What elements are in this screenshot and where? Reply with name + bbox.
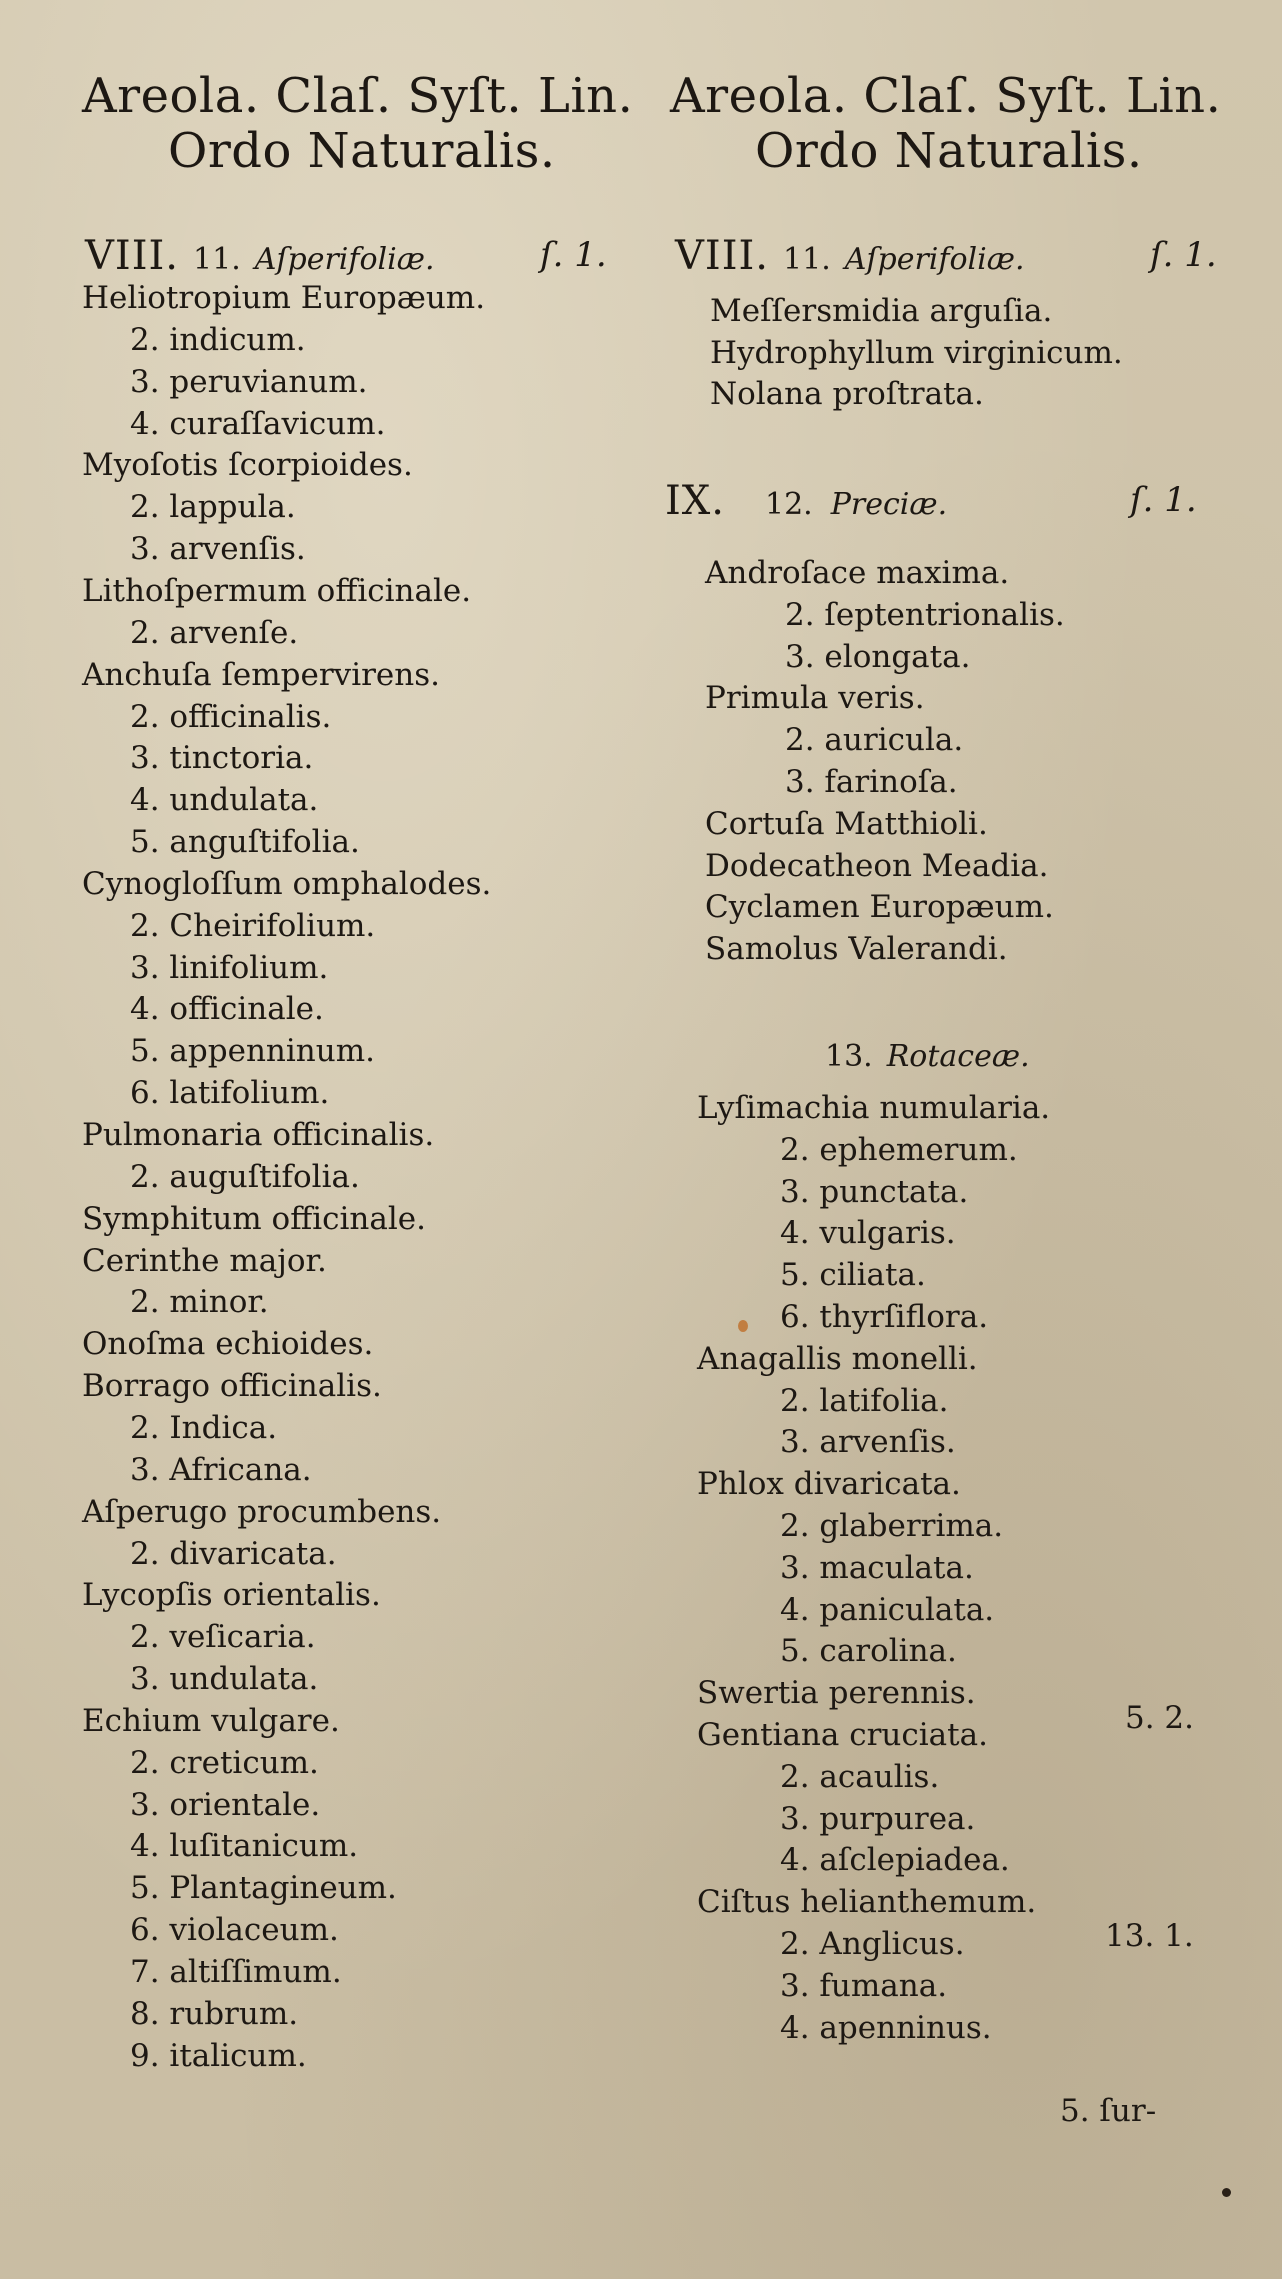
genus-line: Cyclamen Europæum.: [705, 889, 1054, 926]
species-line: 2. arvenſe.: [130, 614, 299, 651]
species-line: 3. purpurea.: [780, 1800, 976, 1837]
section-order: Aſperifoliæ.: [844, 242, 1025, 277]
species-line: 5. Plantagineum.: [130, 1870, 397, 1907]
genus-line: Onoſma echioides.: [82, 1326, 374, 1363]
species-line: 3. tinctoria.: [130, 740, 314, 777]
species-line: 5. anguſtifolia.: [130, 824, 360, 861]
right-section1-heading: [675, 233, 1217, 279]
genus-line: Ciſtus helianthemum.: [697, 1884, 1037, 1921]
species-line: 3. linifolium.: [130, 949, 329, 986]
species-line: 3. Africana.: [130, 1451, 312, 1488]
species-line: 5. ciliata.: [780, 1257, 926, 1294]
section-order: Aſperifoliæ.: [254, 242, 435, 277]
species-line: 3. elongata.: [785, 638, 971, 675]
section-order: Preciæ.: [830, 487, 948, 522]
section-roman: VIII.: [675, 233, 770, 279]
section-fig: ſ. 1.: [540, 235, 607, 275]
genus-line: Androſace maxima.: [705, 555, 1010, 591]
section-roman: IX.: [665, 478, 725, 524]
species-line: 4. aſclepiadea.: [780, 1842, 1010, 1879]
genus-line: Cerinthe major.: [82, 1242, 327, 1279]
species-line: 2. ephemerum.: [780, 1131, 1018, 1168]
ink-stain: [738, 1320, 748, 1332]
species-line: 2. minor.: [130, 1284, 269, 1321]
genus-line: Lithoſpermum officinale.: [82, 572, 472, 609]
genus-line: Dodecatheon Meadia.: [705, 847, 1049, 884]
species-line: 4. vulgaris.: [780, 1215, 956, 1252]
right-header-subtitle: Ordo Naturalis.: [755, 123, 1143, 179]
section-fig: ſ. 1.: [1130, 480, 1197, 520]
genus-line: Nolana proſtrata.: [710, 376, 984, 412]
right-header-title: Areola. Claſ. Syſt. Lin.: [670, 68, 1222, 124]
genus-line: Echium vulgare.: [82, 1702, 340, 1739]
cistus-reference: 13. 1.: [1105, 1918, 1194, 1954]
species-line: 2. officinalis.: [130, 698, 332, 735]
species-line: 3. arvenſis.: [780, 1424, 956, 1461]
genus-line: Gentiana cruciata.: [697, 1717, 988, 1753]
species-line: 2. Indica.: [130, 1409, 278, 1446]
genus-line: Heliotropium Europæum.: [82, 280, 486, 316]
genus-line: Anchuſa ſempervirens.: [82, 656, 440, 693]
genus-line: Meſſersmidia arguſia.: [710, 293, 1053, 329]
species-line: 4. officinale.: [130, 991, 324, 1028]
section-number: 11.: [193, 242, 241, 277]
catchword: 5. ſur-: [1060, 2093, 1157, 2129]
species-line: 5. carolina.: [780, 1633, 957, 1670]
genus-line: Cynogloſſum omphalodes.: [82, 865, 492, 902]
species-line: 2. creticum.: [130, 1744, 319, 1781]
species-line: 3. punctata.: [780, 1173, 969, 1210]
species-line: 3. peruvianum.: [130, 363, 368, 400]
species-line: 6. thyrſiflora.: [780, 1299, 989, 1335]
left-column: [70, 0, 670, 2279]
species-line: 5. appenninum.: [130, 1033, 375, 1070]
species-line: 3. maculata.: [780, 1549, 974, 1586]
species-line: 2. lappula.: [130, 489, 296, 526]
right-section2-heading: [665, 478, 1197, 524]
species-line: 4. undulata.: [130, 782, 319, 819]
genus-line: Borrago officinalis.: [82, 1368, 382, 1405]
genus-line: Swertia perennis.: [697, 1675, 976, 1712]
section-order: Rotaceæ.: [886, 1039, 1030, 1074]
species-line: 8. rubrum.: [130, 1995, 299, 2032]
genus-line: Primula veris.: [705, 680, 925, 717]
species-line: 4. curaſſavicum.: [130, 405, 386, 442]
genus-line: Anagallis monelli.: [697, 1340, 978, 1377]
right-column: [665, 0, 1265, 2279]
species-line: 3. undulata.: [130, 1661, 319, 1698]
species-line: 2. latifolia.: [780, 1382, 949, 1419]
species-line: 2. Cheirifolium.: [130, 907, 376, 944]
genus-line: Phlox divaricata.: [697, 1466, 961, 1503]
species-line: 3. arvenſis.: [130, 531, 306, 568]
species-line: 2. auguſtifolia.: [130, 1158, 360, 1195]
species-line: 4. paniculata.: [780, 1591, 995, 1628]
species-line: 2. ſeptentrionalis.: [785, 596, 1065, 633]
left-section-heading: [85, 233, 607, 279]
species-line: 2. Anglicus.: [780, 1926, 965, 1962]
genus-line: Cortuſa Matthioli.: [705, 805, 988, 842]
genus-line: Samolus Valerandi.: [705, 931, 1008, 968]
species-line: 3. fumana.: [780, 1967, 948, 2004]
species-line: 2. indicum.: [130, 321, 306, 358]
species-line: 4. apenninus.: [780, 2009, 992, 2046]
species-line: 2. veſicaria.: [130, 1619, 316, 1656]
genus-line: Pulmonaria officinalis.: [82, 1117, 435, 1153]
genus-line: Myoſotis ſcorpioides.: [82, 447, 413, 484]
genus-line: Aſperugo procumbens.: [82, 1493, 442, 1530]
species-line: 2. acaulis.: [780, 1758, 940, 1795]
section-number: 11.: [783, 242, 831, 277]
species-line: 7. altiſſimum.: [130, 1954, 342, 1990]
species-line: 2. glaberrima.: [780, 1508, 1004, 1544]
species-line: 6. violaceum.: [130, 1912, 339, 1949]
species-line: 3. farinoſa.: [785, 764, 958, 800]
species-line: 6. latifolium.: [130, 1075, 330, 1112]
left-header-title: Areola. Claſ. Syſt. Lin.: [82, 68, 634, 124]
section-fig: ſ. 1.: [1150, 235, 1217, 275]
species-line: 9. italicum.: [130, 2037, 307, 2074]
genus-line: Hydrophyllum virginicum.: [710, 334, 1123, 371]
genus-line: Lyſimachia numularia.: [697, 1090, 1051, 1126]
section-number: 12.: [765, 487, 813, 522]
right-section3-heading: [825, 1030, 1030, 1076]
species-line: 3. orientale.: [130, 1786, 321, 1823]
species-line: 2. auricula.: [785, 722, 964, 759]
swertia-reference: 5. 2.: [1125, 1700, 1195, 1736]
species-line: 2. divaricata.: [130, 1535, 337, 1572]
ink-speck: [1222, 2188, 1231, 2197]
section-roman: VIII.: [85, 233, 180, 279]
section-number: 13.: [825, 1039, 873, 1074]
genus-line: Lycopſis orientalis.: [82, 1577, 381, 1614]
genus-line: Symphitum officinale.: [82, 1200, 426, 1237]
left-header-subtitle: Ordo Naturalis.: [168, 123, 556, 179]
species-line: 4. luſitanicum.: [130, 1828, 359, 1865]
